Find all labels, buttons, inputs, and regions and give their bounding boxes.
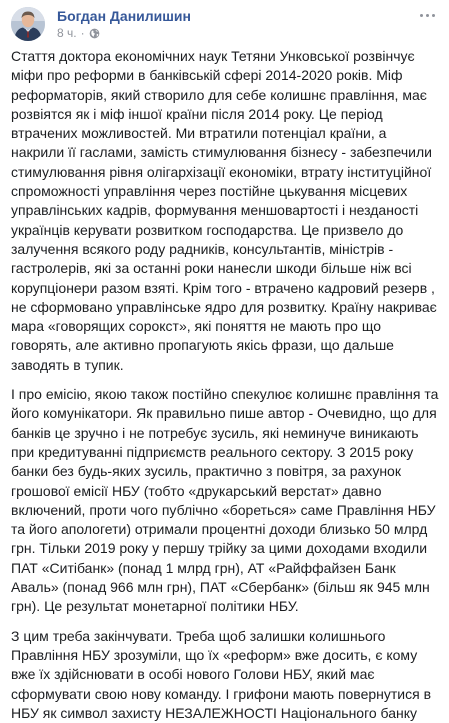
post-body bbox=[11, 47, 440, 723]
post-meta bbox=[57, 26, 100, 40]
post-timestamp[interactable]: 8 ч. bbox=[57, 26, 77, 40]
more-options-button[interactable] bbox=[415, 5, 439, 25]
post-header bbox=[11, 7, 439, 41]
post-paragraph: З цим треба закінчувати. Треба щоб залишки колишнього Правління НБУ зрозуміли, що їх «реформ» вже досить, є кому вже їх здійснювати в особі нового Голови НБУ, який має сформувати свою нову команду. І грифони мають повернутися в НБУ як символ захисту НЕЗАЛЕЖНОСТІ Національного банку bbox=[11, 627, 432, 721]
avatar-photo-icon bbox=[11, 7, 45, 41]
post-paragraph: І про емісію, якою також постійно спекулює колишнє правління та його комунікатори. Як правильно пише автор - Очевидно, що для банків це зручно і не потребує зусиль, які неминуче виникають при кредитуванні підприємств реального сектору. З 2015 року банки без будь-яких зусиль, практично з повітря, за рахунок грошової емісії НБУ (тобто «друкарський верстат» давно включений, проти чого публічно «бореться» саме Правління НБУ та його апологети) отримали процентні доходи близько 50 млрд грн. Тільки 2019 року у першу трійку за цими доходами входили ПАТ «Ситібанк» (понад 1 млрд грн), АТ «Райффайзен Банк Аваль» (понад 966 млн грн), ПАТ «Сбербанк» (більш як 945 млн грн). Це результат монетарної політики НБУ. bbox=[11, 386, 439, 615]
post-paragraph: Стаття доктора економічних наук Тетяни Унковської розвінчує міфи про реформи в банківській сфері 2014-2020 років. Міф реформаторів, який створило для себе колишнє правління, має розвіятся як і міф іншої країни після 2014 року. Це період втрачених можливостей. Ми втратили потенціал країни, а накрили її гаслами, замість стимулювання бізнесу - забезпечили стимулювання рівня олігархізації економіки, втрату інституційної спроможності управління через постійне цькування місцевих управлінських кадрів, формування меншовартості і незданості українців керувати розвитком господарства. Це призвело до залучення всякого роду радників, консультантів, міністрів - гастролерів, які за останні роки нанесли шкоди більше ніж всі корупціонери разом взяті. Крім того - втрачено кадровий резерв , не сформовано управлінське ядро для розвитку. Країну накриває мара «говорящих сорокст», які поняття не мають про що говорять, але активно пропагують якісь фрази, що дальше заводять в тупик. bbox=[11, 48, 437, 373]
more-options-dot bbox=[426, 14, 429, 17]
more-options-dot bbox=[432, 14, 435, 17]
author-avatar[interactable] bbox=[11, 7, 45, 41]
meta-separator: · bbox=[80, 26, 85, 40]
author-name[interactable]: Богдан Данилишин bbox=[57, 8, 191, 24]
globe-icon[interactable] bbox=[89, 28, 100, 39]
more-options-icon bbox=[420, 14, 423, 17]
